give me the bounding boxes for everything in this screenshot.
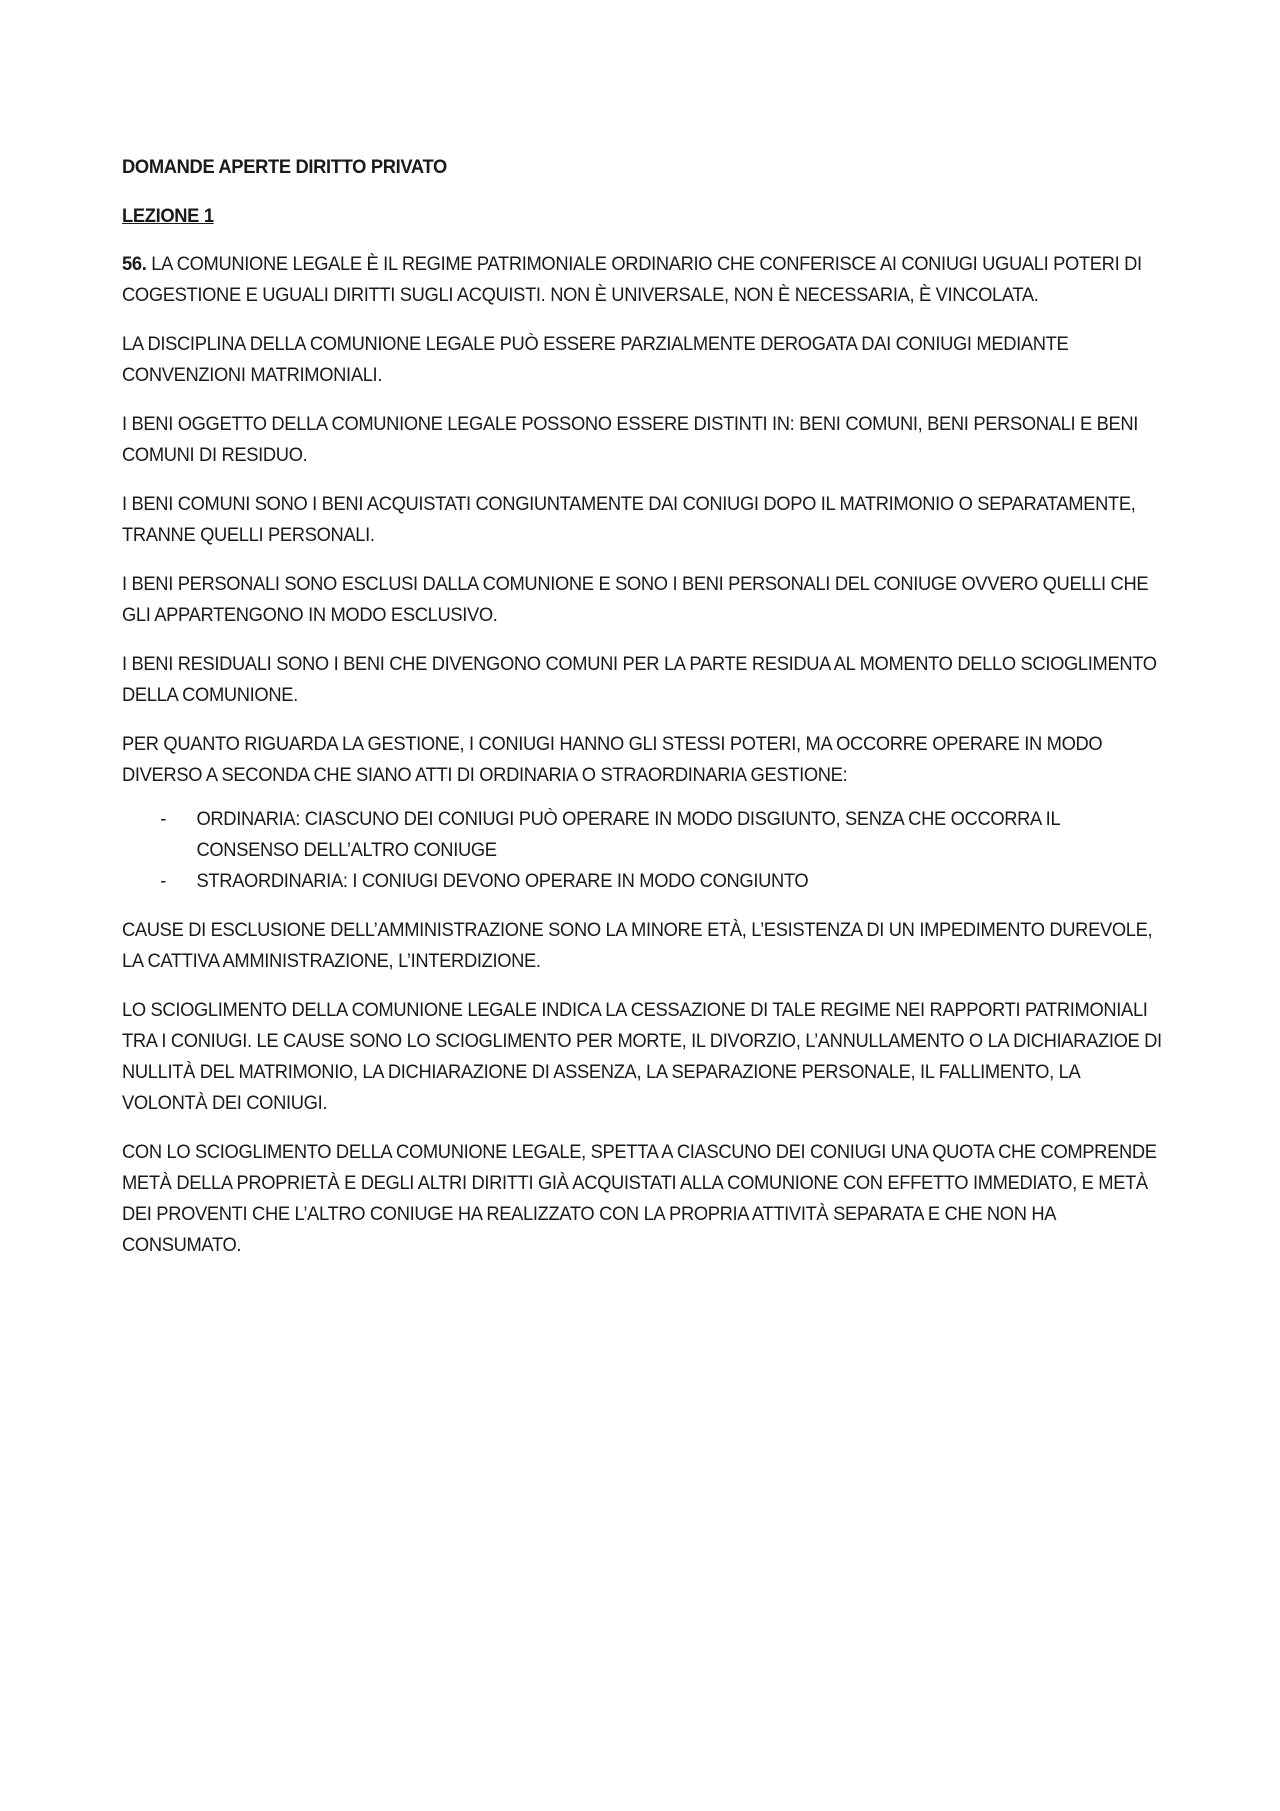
list-item-text: STRAORDINARIA: I CONIUGI DEVONO OPERARE IN MODO CONGIUNTO [196,871,809,892]
document-title: DOMANDE APERTE DIRITTO PRIVATO [122,157,447,178]
paragraph-intro [122,249,1163,311]
list-item-text: ORDINARIA: CIASCUNO DEI CONIUGI PUÒ OPERARE IN MODO DISGIUNTO, SENZA CHE OCCORRA IL CONSENSO DELL’ALTRO CONIUGE [196,809,1060,861]
paragraph-common-goods: I BENI COMUNI SONO I BENI ACQUISTATI CONGIUNTAMENTE DAI CONIUGI DOPO IL MATRIMONIO O SEPARATAMENTE, TRANNE QUELLI PERSONALI. [122,494,1136,546]
paragraph-text: LA COMUNIONE LEGALE È IL REGIME PATRIMONIALE ORDINARIO CHE CONFERISCE AI CONIUGI UGUALI POTERI DI COGESTIONE E UGUALI DIRITTI SUGLI ACQUISTI. NON È UNIVERSALE, NON È NECESSARIA, È VINCOLATA. [122,254,1142,306]
paragraph-goods-types: I BENI OGGETTO DELLA COMUNIONE LEGALE POSSONO ESSERE DISTINTI IN: BENI COMUNI, BENI PERSONALI E BENI COMUNI DI RESIDUO. [122,414,1139,466]
bullet-dash: - [160,871,166,892]
management-list [122,804,1163,897]
paragraph-dissolution: LO SCIOGLIMENTO DELLA COMUNIONE LEGALE INDICA LA CESSAZIONE DI TALE REGIME NEI RAPPORTI PATRIMONIALI TRA I CONIUGI. LE CAUSE SONO LO SCIOGLIMENTO PER MORTE, IL DIVORZIO, L’ANNULLAMENTO O LA DICHIARAZIOE DI NULLITÀ DEL MATRIMONIO, LA DICHIARAZIONE DI ASSENZA, LA SEPARAZIONE PERSONALE, IL FALLIMENTO, LA VOLONTÀ DEI CONIUGI. [122,1000,1162,1114]
question-number: 56. [122,254,147,275]
list-item-ordinary [122,804,1163,866]
paragraph-residual-goods: I BENI RESIDUALI SONO I BENI CHE DIVENGONO COMUNI PER LA PARTE RESIDUA AL MOMENTO DELLO SCIOGLIMENTO DELLA COMUNIONE. [122,654,1157,706]
paragraph-management: PER QUANTO RIGUARDA LA GESTIONE, I CONIUGI HANNO GLI STESSI POTERI, MA OCCORRE OPERARE IN MODO DIVERSO A SECONDA CHE SIANO ATTI DI ORDINARIA O STRAORDINARIA GESTIONE: [122,734,1103,786]
list-item-extraordinary [122,866,1163,897]
paragraph-derogation: LA DISCIPLINA DELLA COMUNIONE LEGALE PUÒ ESSERE PARZIALMENTE DEROGATA DAI CONIUGI MEDIANTE CONVENZIONI MATRIMONIALI. [122,334,1069,386]
document-body [122,152,1163,1261]
paragraph-dissolution-effects: CON LO SCIOGLIMENTO DELLA COMUNIONE LEGALE, SPETTA A CIASCUNO DEI CONIUGI UNA QUOTA CHE COMPRENDE METÀ DELLA PROPRIETÀ E DEGLI ALTRI DIRITTI GIÀ ACQUISTATI ALLA COMUNIONE CON EFFETTO IMMEDIATO, E METÀ DEI PROVENTI CHE L’ALTRO CONIUGE HA REALIZZATO CON LA PROPRIA ATTIVITÀ SEPARATA E CHE NON HA CONSUMATO. [122,1142,1157,1256]
paragraph-personal-goods: I BENI PERSONALI SONO ESCLUSI DALLA COMUNIONE E SONO I BENI PERSONALI DEL CONIUGE OVVERO QUELLI CHE GLI APPARTENGONO IN MODO ESCLUSIVO. [122,574,1149,626]
lesson-heading: LEZIONE 1 [122,206,214,227]
bullet-dash: - [160,809,166,830]
document-page [122,152,1162,1279]
paragraph-exclusion-causes: CAUSE DI ESCLUSIONE DELL’AMMINISTRAZIONE SONO LA MINORE ETÀ, L’ESISTENZA DI UN IMPEDIMENTO DUREVOLE, LA CATTIVA AMMINISTRAZIONE, L’INTERDIZIONE. [122,920,1153,972]
